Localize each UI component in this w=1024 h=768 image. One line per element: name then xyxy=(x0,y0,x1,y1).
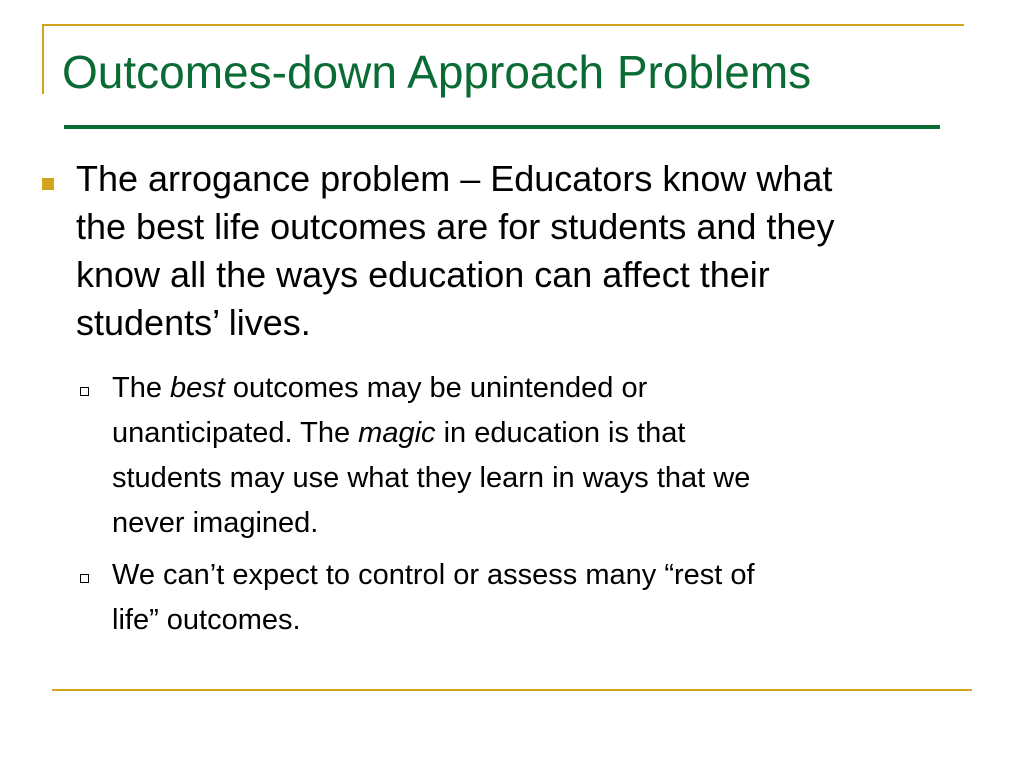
sub-bullet-hollow-square-icon xyxy=(80,387,89,396)
main-bullet-line: the best life outcomes are for students and they xyxy=(76,206,835,247)
main-bullet-line: The arrogance problem – Educators know what xyxy=(76,158,833,199)
main-bullet-text xyxy=(76,155,996,347)
sub-bullet-text-1 xyxy=(112,366,992,546)
bullet-square-icon xyxy=(42,178,54,190)
main-bullet-line: know all the ways education can affect their xyxy=(76,254,770,295)
sub-bullet-hollow-square-icon xyxy=(80,574,89,583)
sub-bullet-line: never imagined. xyxy=(112,507,319,539)
sub-bullet-segment: outcomes may be unintended or xyxy=(224,372,648,404)
title-underline xyxy=(64,125,940,129)
sub-bullet-line xyxy=(112,411,992,456)
sub-bullet-line: We can’t expect to control or assess many “rest of xyxy=(112,559,755,591)
sub-bullet-line: students may use what they learn in ways that we xyxy=(112,462,751,494)
sub-bullet-line xyxy=(112,366,992,411)
emphasis-best: best xyxy=(170,372,225,404)
slide-title: Outcomes-down Approach Problems xyxy=(62,46,812,98)
frame-bottom-rule xyxy=(52,689,972,691)
sub-bullet-text-2 xyxy=(112,553,992,643)
sub-bullet-segment: The xyxy=(112,372,171,404)
sub-bullet-line: life” outcomes. xyxy=(112,604,301,636)
main-bullet-line: students’ lives. xyxy=(76,302,311,343)
sub-bullet-segment: unanticipated. The xyxy=(112,417,359,449)
sub-bullet-segment: in education is that xyxy=(435,417,686,449)
emphasis-magic: magic xyxy=(358,417,436,449)
frame-top-rule xyxy=(42,24,964,26)
frame-left-rule xyxy=(42,24,44,94)
